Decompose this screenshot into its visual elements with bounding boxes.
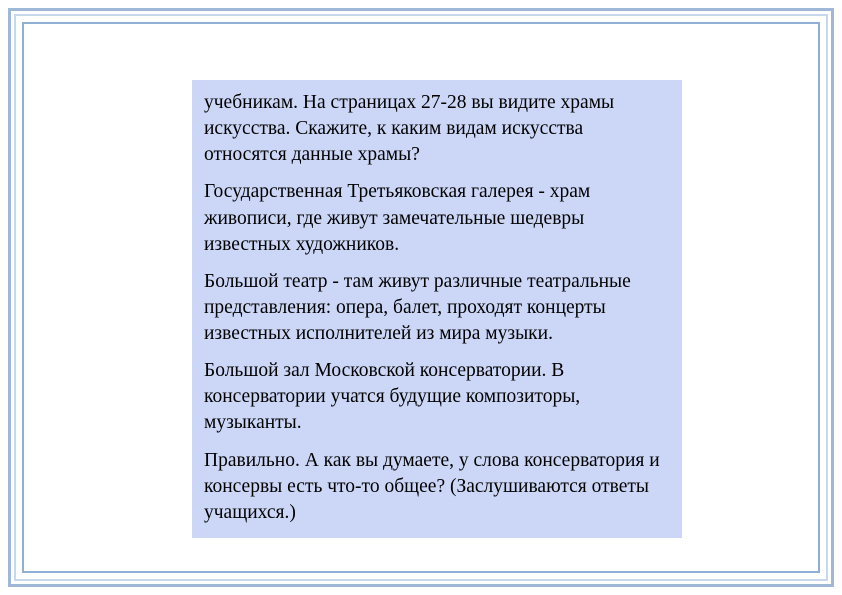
paragraph-5: Правильно. А как вы думаете, у слова консерватория и консервы есть что-то общее? (Заслушиваются ответы учащихся.) [204, 449, 660, 523]
paragraph-1: учебникам. На страницах 27-28 вы видите храмы искусства. Скажите, к каким видам искусства относятся данные храмы? [204, 92, 615, 166]
paragraph-3: Большой театр - там живут различные театральные представления: опера, балет, проходят концерты известных исполнителей из мира музыки. [204, 270, 631, 344]
paragraph-2: Государственная Третьяковская галерея - храм живописи, где живут замечательные шедевры известных художников. [204, 181, 591, 255]
paragraph-4: Большой зал Московской консерватории. В консерватории учатся будущие композиторы, музыканты. [204, 360, 581, 434]
text-content-block [192, 80, 682, 538]
